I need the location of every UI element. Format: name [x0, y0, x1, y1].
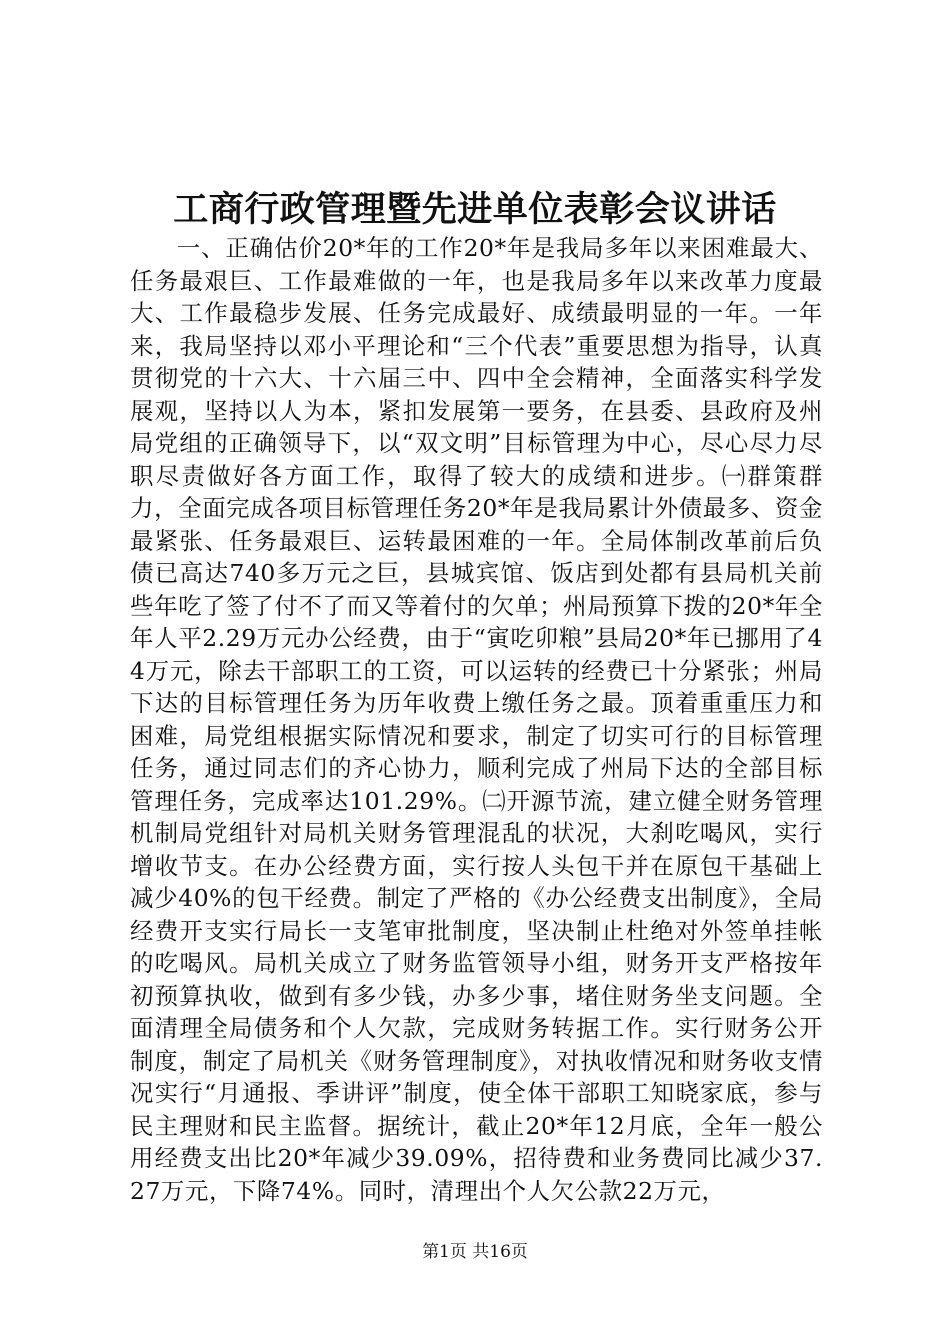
document-body-paragraph: 一、正确估价20*年的工作20*年是我局多年以来困难最大、任务最艰巨、工作最难做的一年，也是我局多年以来改革力度最大、工作最稳步发展、任务完成最好、成绩最明显的一年。一年来，我局坚持以邓小平理论和“三个代表”重要思想为指导，认真贯彻党的十六大、十六届三中、四中全会精神，全面落实科学发展观，坚持以人为本，紧扣发展第一要务，在县委、县政府及州局党组的正确领导下，以“双文明”目标管理为中心，尽心尽力尽职尽责做好各方面工作，取得了较大的成绩和进步。㈠群策群力，全面完成各项目标管理任务20*年是我局累计外债最多、资金最紧张、任务最艰巨、运转最困难的一年。全局体制改革前后负债已高达740多万元之巨，县城宾馆、饭店到处都有县局机关前些年吃了签了付不了而又等着付的欠单；州局预算下拨的20*年全年人平2.29万元办公经费，由于“寅吃卯粮”县局20*年已挪用了44万元，除去干部职工的工资，可以运转的经费已十分紧张；州局下达的目标管理任务为历年收费上缴任务之最。顶着重重压力和困难，局党组根据实际情况和要求，制定了切实可行的目标管理任务，通过同志们的齐心协力，顺利完成了州局下达的全部目标管理任务，完成率达101.29%。㈡开源节流，建立健全财务管理机制局党组针对局机关财务管理混乱的状况，大刹吃喝风，实行增收节支。在办公经费方面，实行按人头包干并在原包干基础上减少40%的包干经费。制定了严格的《办公经费支出制度》，全局经费开支实行局长一支笔审批制度，坚决制止杜绝对外签单挂帐的吃喝风。局机关成立了财务监管领导小组，财务开支严格按年初预算执收，做到有多少钱，办多少事，堵住财务坐支问题。全面清理全局债务和个人欠款，完成财务转据工作。实行财务公开制度，制定了局机关《财务管理制度》，对执收情况和财务收支情况实行“月通报、季讲评”制度，使全体干部职工知晓家底，参与民主理财和民主监督。据统计，截止20*年12月底，全年一般公用经费支出比20*年减少39.09%，招待费和业务费同比减少37.27万元，下降74%。同时，清理出个人欠公款22万元， — [130, 234, 823, 1205]
page-number-footer: 第1页 共16页 — [422, 1242, 528, 1262]
document-title: 工商行政管理暨先进单位表彰会议讲话 — [173, 189, 777, 230]
